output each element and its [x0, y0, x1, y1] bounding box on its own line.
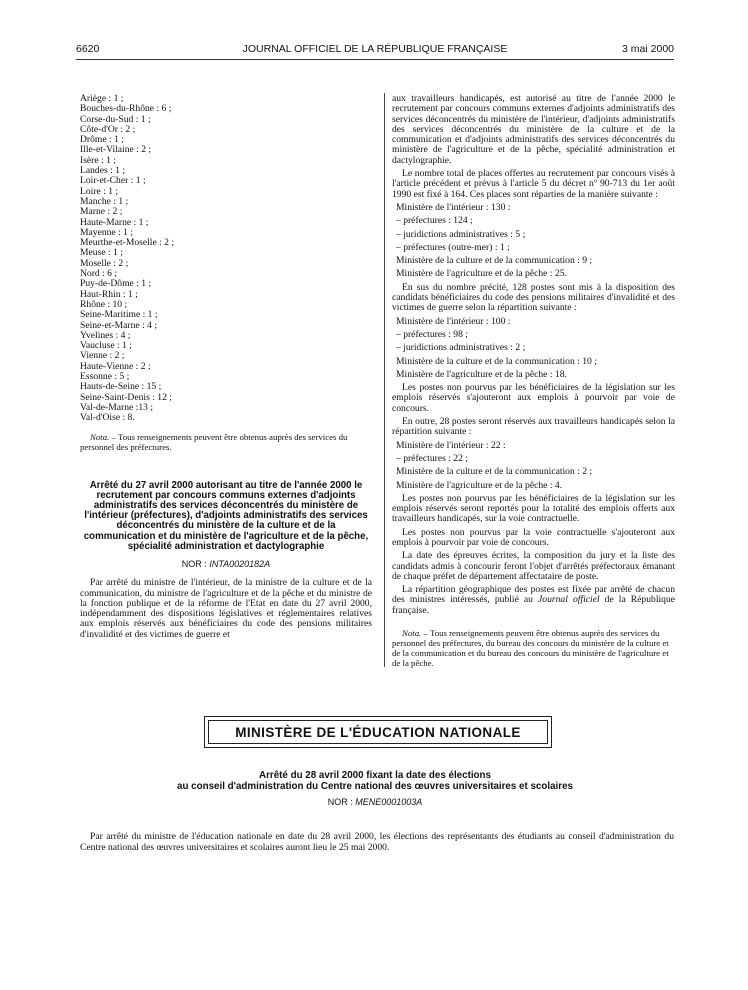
department-entry: Haute-Vienne : 2 ; [80, 360, 151, 372]
department-entry: Nord : 6 ; [80, 268, 118, 280]
paragraph-nombre-places: Le nombre total de places offertes au recrutement par concours visés à l'article précédent et prévus à l'article 5 du décret nº 90-713 du 1er août 1990 est fixé à 164. Ces places sont réparties de la manière suivante : [392, 168, 675, 200]
nota-label: Nota. [90, 431, 110, 442]
department-entry: Corse-du-Sud : 1 ; [80, 113, 151, 125]
page-number: 6620 [76, 43, 100, 55]
department-entry: Rhône : 10 ; [80, 298, 128, 310]
alloc2-agriculture: Ministère de l'agriculture et de la pêche : 18. [396, 368, 567, 380]
paragraph-recrutement: aux travailleurs handicapés, est autorisé au titre de l'année 2000 le recrutement par concours communs externes d'adjoints administratifs des services déconcentrés du ministère de l'intérieur, d'adjoints administratifs des services déconcentrés du ministère de la culture et de la communication et d'adjoints administratifs des services déconcentrés du ministère de l'agriculture et de la pêche, spécialité administration et dactylographie. [392, 93, 675, 166]
department-entry: Côte-d'Or : 2 ; [80, 123, 136, 135]
department-list [80, 94, 372, 424]
department-entry: Ille-et-Vilaine : 2 ; [80, 144, 152, 156]
department-entry: Seine-et-Marne : 4 ; [80, 319, 157, 331]
department-entry: Hauts-de-Seine : 15 ; [80, 381, 162, 393]
department-entry: Val-de-Marne :13 ; [80, 401, 153, 413]
paragraph-epreuves: La date des épreuves écrites, la composition du jury et la liste des candidats admis à concourir feront l'objet d'arrêtés préfectoraux émanant de chaque préfet de département affectataire de poste. [392, 550, 675, 582]
header-rule [76, 59, 674, 60]
paragraph-voie-contractuelle: Les postes non pourvus par la voie contractuelle s'ajouteront aux emplois à pourvoir par voie de concours. [392, 526, 675, 548]
education-arrete-body: Par arrêté du ministre de l'éducation nationale en date du 28 avril 2000, les élections des représentants des étudiants au conseil d'administration du Centre national des œuvres universitaires et scolaires auront lieu le 25 mai 2000. [80, 830, 674, 853]
department-entry: Val-d'Oise : 8. [80, 412, 135, 424]
department-entry: Yvelines : 4 ; [80, 329, 131, 341]
alloc1-outremer: – préfectures (outre-mer) : 1 ; [396, 241, 510, 253]
alloc1-culture: Ministère de la culture et de la communication : 9 ; [396, 255, 593, 267]
left-column [80, 94, 372, 640]
page-header [76, 43, 674, 57]
column-divider [384, 93, 385, 667]
education-arrete-title [76, 770, 674, 792]
alloc1-prefectures: – préfectures : 124 ; [396, 215, 473, 227]
alloc2-interieur: Ministère de l'intérieur : 100 : [396, 315, 511, 327]
department-entry: Essonne : 5 ; [80, 371, 130, 383]
publication-date: 3 mai 2000 [622, 43, 674, 55]
repartition-end: de la République française. [392, 594, 676, 616]
education-title-line2: au conseil d'administration du Centre national des œuvres universitaires et scolaires [177, 781, 573, 792]
department-entry: Meurthe-et-Moselle : 2 ; [80, 237, 175, 249]
department-entry: Meuse : 1 ; [80, 247, 123, 259]
arrete-body: Par arrêté du ministre de l'intérieur, de la ministre de la culture et de la communication, du ministre de l'agriculture et de la pêche et du ministre de la fonction publique et de la réforme de l'Etat en date du 27 avril 2000, indépendamment des dispositions législatives et réglementaires relatives aux emplois réservés aux bénéficiaires du code des pensions militaires d'invalidité et des victimes de guerre et [80, 577, 372, 640]
right-column [392, 94, 675, 668]
ministry-heading-box [204, 716, 552, 748]
department-entry: Puy-de-Dôme : 1 ; [80, 278, 152, 290]
alloc3-agriculture: Ministère de l'agriculture et de la pêche : 4. [396, 479, 563, 491]
department-entry: Mayenne : 1 ; [80, 226, 134, 238]
nor-reference [80, 559, 372, 569]
paragraph-emplois-reserves: En sus du nombre précité, 128 postes sont mis à la disposition des candidats bénéficiaires du code des pensions militaires d'invalidité et des victimes de guerre selon la répartition suivante : [392, 281, 675, 314]
repartition-text: La répartition géographique des postes est fixée par arrêté de chacun des ministres intéressés, publié au [392, 584, 675, 606]
nota-text: – Tous renseignements peuvent être obtenus auprès des services du personnel des préfectures. [80, 431, 348, 452]
department-entry: Ariège : 1 ; [80, 93, 124, 104]
alloc3-prefectures: – préfectures : 22 ; [396, 452, 468, 464]
nota-services [392, 628, 675, 668]
department-entry: Isère : 1 ; [80, 154, 116, 166]
paragraph-repartition [392, 585, 675, 616]
arrete-title: Arrêté du 27 avril 2000 autorisant au titre de l'année 2000 le recrutement par concours communs externes d'adjoints administratifs des services déconcentrés du ministère de l'intérieur (préfectures), d'adjoints administratifs des services déconcentrés du ministère de la culture et de la communication et du ministère de l'agriculture et de la pêche, spécialité administration et dactylographie [83, 479, 369, 552]
department-entry: Seine-Saint-Denis : 12 ; [80, 391, 172, 403]
department-entry: Haut-Rhin : 1 ; [80, 288, 138, 300]
department-entry: Vaucluse : 1 ; [80, 340, 132, 352]
department-entry: Haute-Marne : 1 ; [80, 216, 149, 228]
department-entry: Moselle : 2 ; [80, 257, 129, 269]
education-nor-label: NOR : [327, 797, 356, 807]
alloc2-prefectures: – préfectures : 98 ; [396, 328, 468, 340]
alloc1-juridictions: – juridictions administratives : 5 ; [396, 228, 526, 240]
department-entry: Manche : 1 ; [80, 195, 129, 207]
alloc3-interieur: Ministère de l'intérieur : 22 : [396, 439, 506, 451]
journal-officiel-reference: Journal officiel [538, 594, 600, 606]
alloc2-culture: Ministère de la culture et de la communication : 10 ; [396, 355, 597, 367]
department-entry: Landes : 1 ; [80, 165, 126, 177]
alloc1-agriculture: Ministère de l'agriculture et de la pêche : 25. [396, 268, 567, 280]
department-entry: Vienne : 2 ; [80, 350, 125, 362]
nota-text-right: – Tous renseignements peuvent être obtenus auprès des services du personnel des préfectures, du bureau des concours du ministère de la culture et de la communication et du bureau des concours du ministère de l'agriculture et de la pêche. [392, 628, 669, 669]
education-title-line1: Arrêté du 28 avril 2000 fixant la date des élections [259, 770, 491, 781]
nor-label: NOR : [181, 558, 210, 569]
department-entry: Marne : 2 ; [80, 206, 123, 218]
nota-label-right: Nota. [402, 628, 422, 639]
alloc3-culture: Ministère de la culture et de la communication : 2 ; [396, 466, 593, 478]
paragraph-report: Les postes non pourvus par les bénéficiaires de la législation sur les emplois réservés seront reportés pour la totalité des emplois offerts aux travailleurs handicapés, sur la voie contractuelle. [392, 492, 675, 525]
ministry-heading: MINISTÈRE DE L'ÉDUCATION NATIONALE [208, 720, 548, 744]
nor-code: INTA0020182A [209, 558, 271, 569]
alloc1-interieur: Ministère de l'intérieur : 130 : [396, 201, 511, 213]
department-entry: Loir-et-Cher : 1 ; [80, 175, 146, 187]
paragraph-handicapes: En outre, 28 postes seront réservés aux travailleurs handicapés selon la répartition suivante : [392, 416, 675, 438]
education-nor-code: MENE0001003A [355, 797, 423, 807]
department-entry: Drôme : 1 ; [80, 134, 124, 146]
department-entry: Loire : 1 ; [80, 185, 119, 197]
paragraph-postes-non-pourvus: Les postes non pourvus par les bénéficiaires de la législation sur les emplois réservés s'ajouteront aux emplois à pourvoir par voie de concours. [392, 382, 675, 414]
journal-title: JOURNAL OFFICIEL DE LA RÉPUBLIQUE FRANÇAISE [242, 43, 508, 55]
alloc2-juridictions: – juridictions administratives : 2 ; [396, 342, 526, 354]
education-nor-reference [76, 797, 674, 807]
department-entry: Seine-Maritime : 1 ; [80, 309, 158, 321]
nota-prefectures [80, 432, 372, 452]
department-entry: Bouches-du-Rhône : 6 ; [80, 103, 172, 115]
